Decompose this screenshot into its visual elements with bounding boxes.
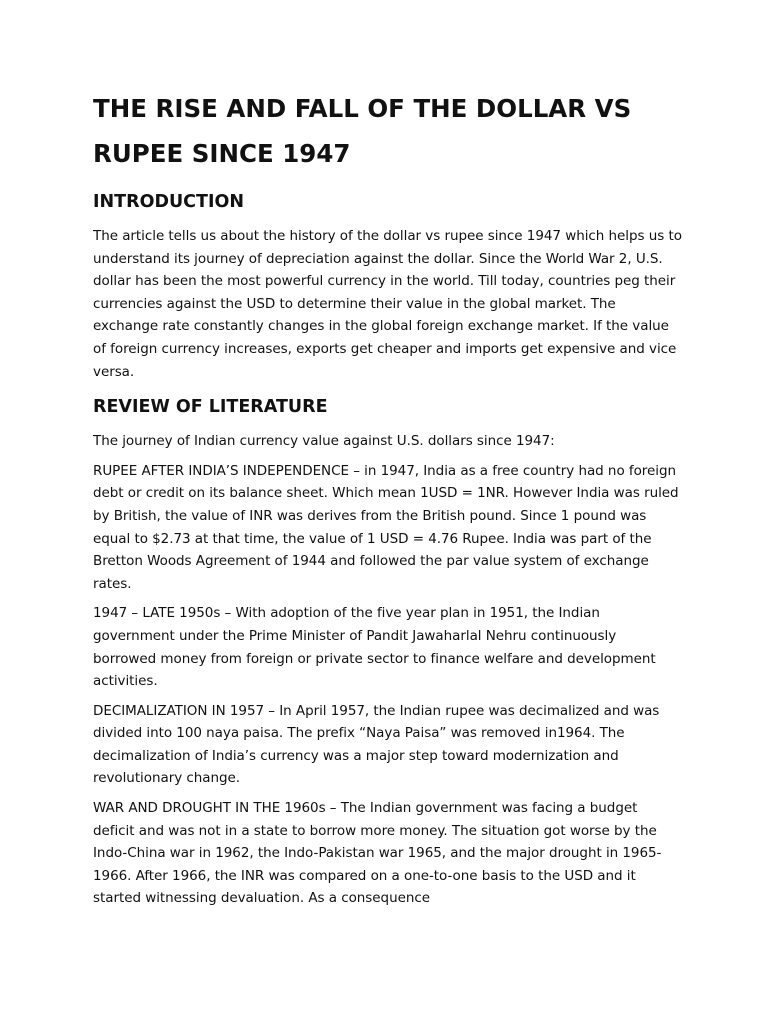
war-and-drought-paragraph: WAR AND DROUGHT IN THE 1960s – The Indian government was facing a budget deficit and was not in a state to borrow more money. The situation got worse by the Indo-China war in 1962, the Indo-Pakistan war 1965, and the major drought in 1965-1966. After 1966, the INR was compared on a one-to-one basis to the USD and it started witnessing devaluation. As a consequence	[93, 800, 662, 907]
late-1950s-paragraph: 1947 – LATE 1950s – With adoption of the five year plan in 1951, the Indian government under the Prime Minister of Pandit Jawaharlal Nehru continuously borrowed money from foreign or private sector to finance welfare and development activities.	[93, 605, 656, 690]
decimalization-paragraph: DECIMALIZATION IN 1957 – In April 1957, the Indian rupee was decimalized and was divided into 100 naya paisa. The prefix “Naya Paisa” was removed in1964. The decimalization of India’s currency was a major step toward modernization and revolutionary change.	[93, 702, 660, 787]
review-of-literature-heading: REVIEW OF LITERATURE	[93, 397, 328, 418]
introduction-heading: INTRODUCTION	[93, 192, 244, 212]
review-intro-paragraph: The journey of Indian currency value against U.S. dollars since 1947:	[93, 433, 555, 450]
document-page	[93, 86, 683, 917]
rupee-after-independence-paragraph: RUPEE AFTER INDIA’S INDEPENDENCE – in 1947, India as a free country had no foreign debt or credit on its balance sheet. Which mean 1USD = 1NR. However India was ruled by British, the value of INR was derives from the British pound. Since 1 pound was equal to $2.73 at that time, the value of 1 USD = 4.76 Rupee. India was part of the Bretton Woods Agreement of 1944 and followed the par value system of exchange rates.	[93, 462, 679, 592]
document-title: THE RISE AND FALL OF THE DOLLAR VS RUPEE SINCE 1947	[93, 94, 632, 168]
introduction-paragraph: The article tells us about the history of the dollar vs rupee since 1947 which helps us to understand its journey of depreciation against the dollar. Since the World War 2, U.S. dollar has been the most powerful currency in the world. Till today, countries peg their currencies against the USD to determine their value in the global market. The exchange rate constantly changes in the global foreign exchange market. If the value of foreign currency increases, exports get cheaper and imports get expensive and vice versa.	[93, 228, 682, 380]
